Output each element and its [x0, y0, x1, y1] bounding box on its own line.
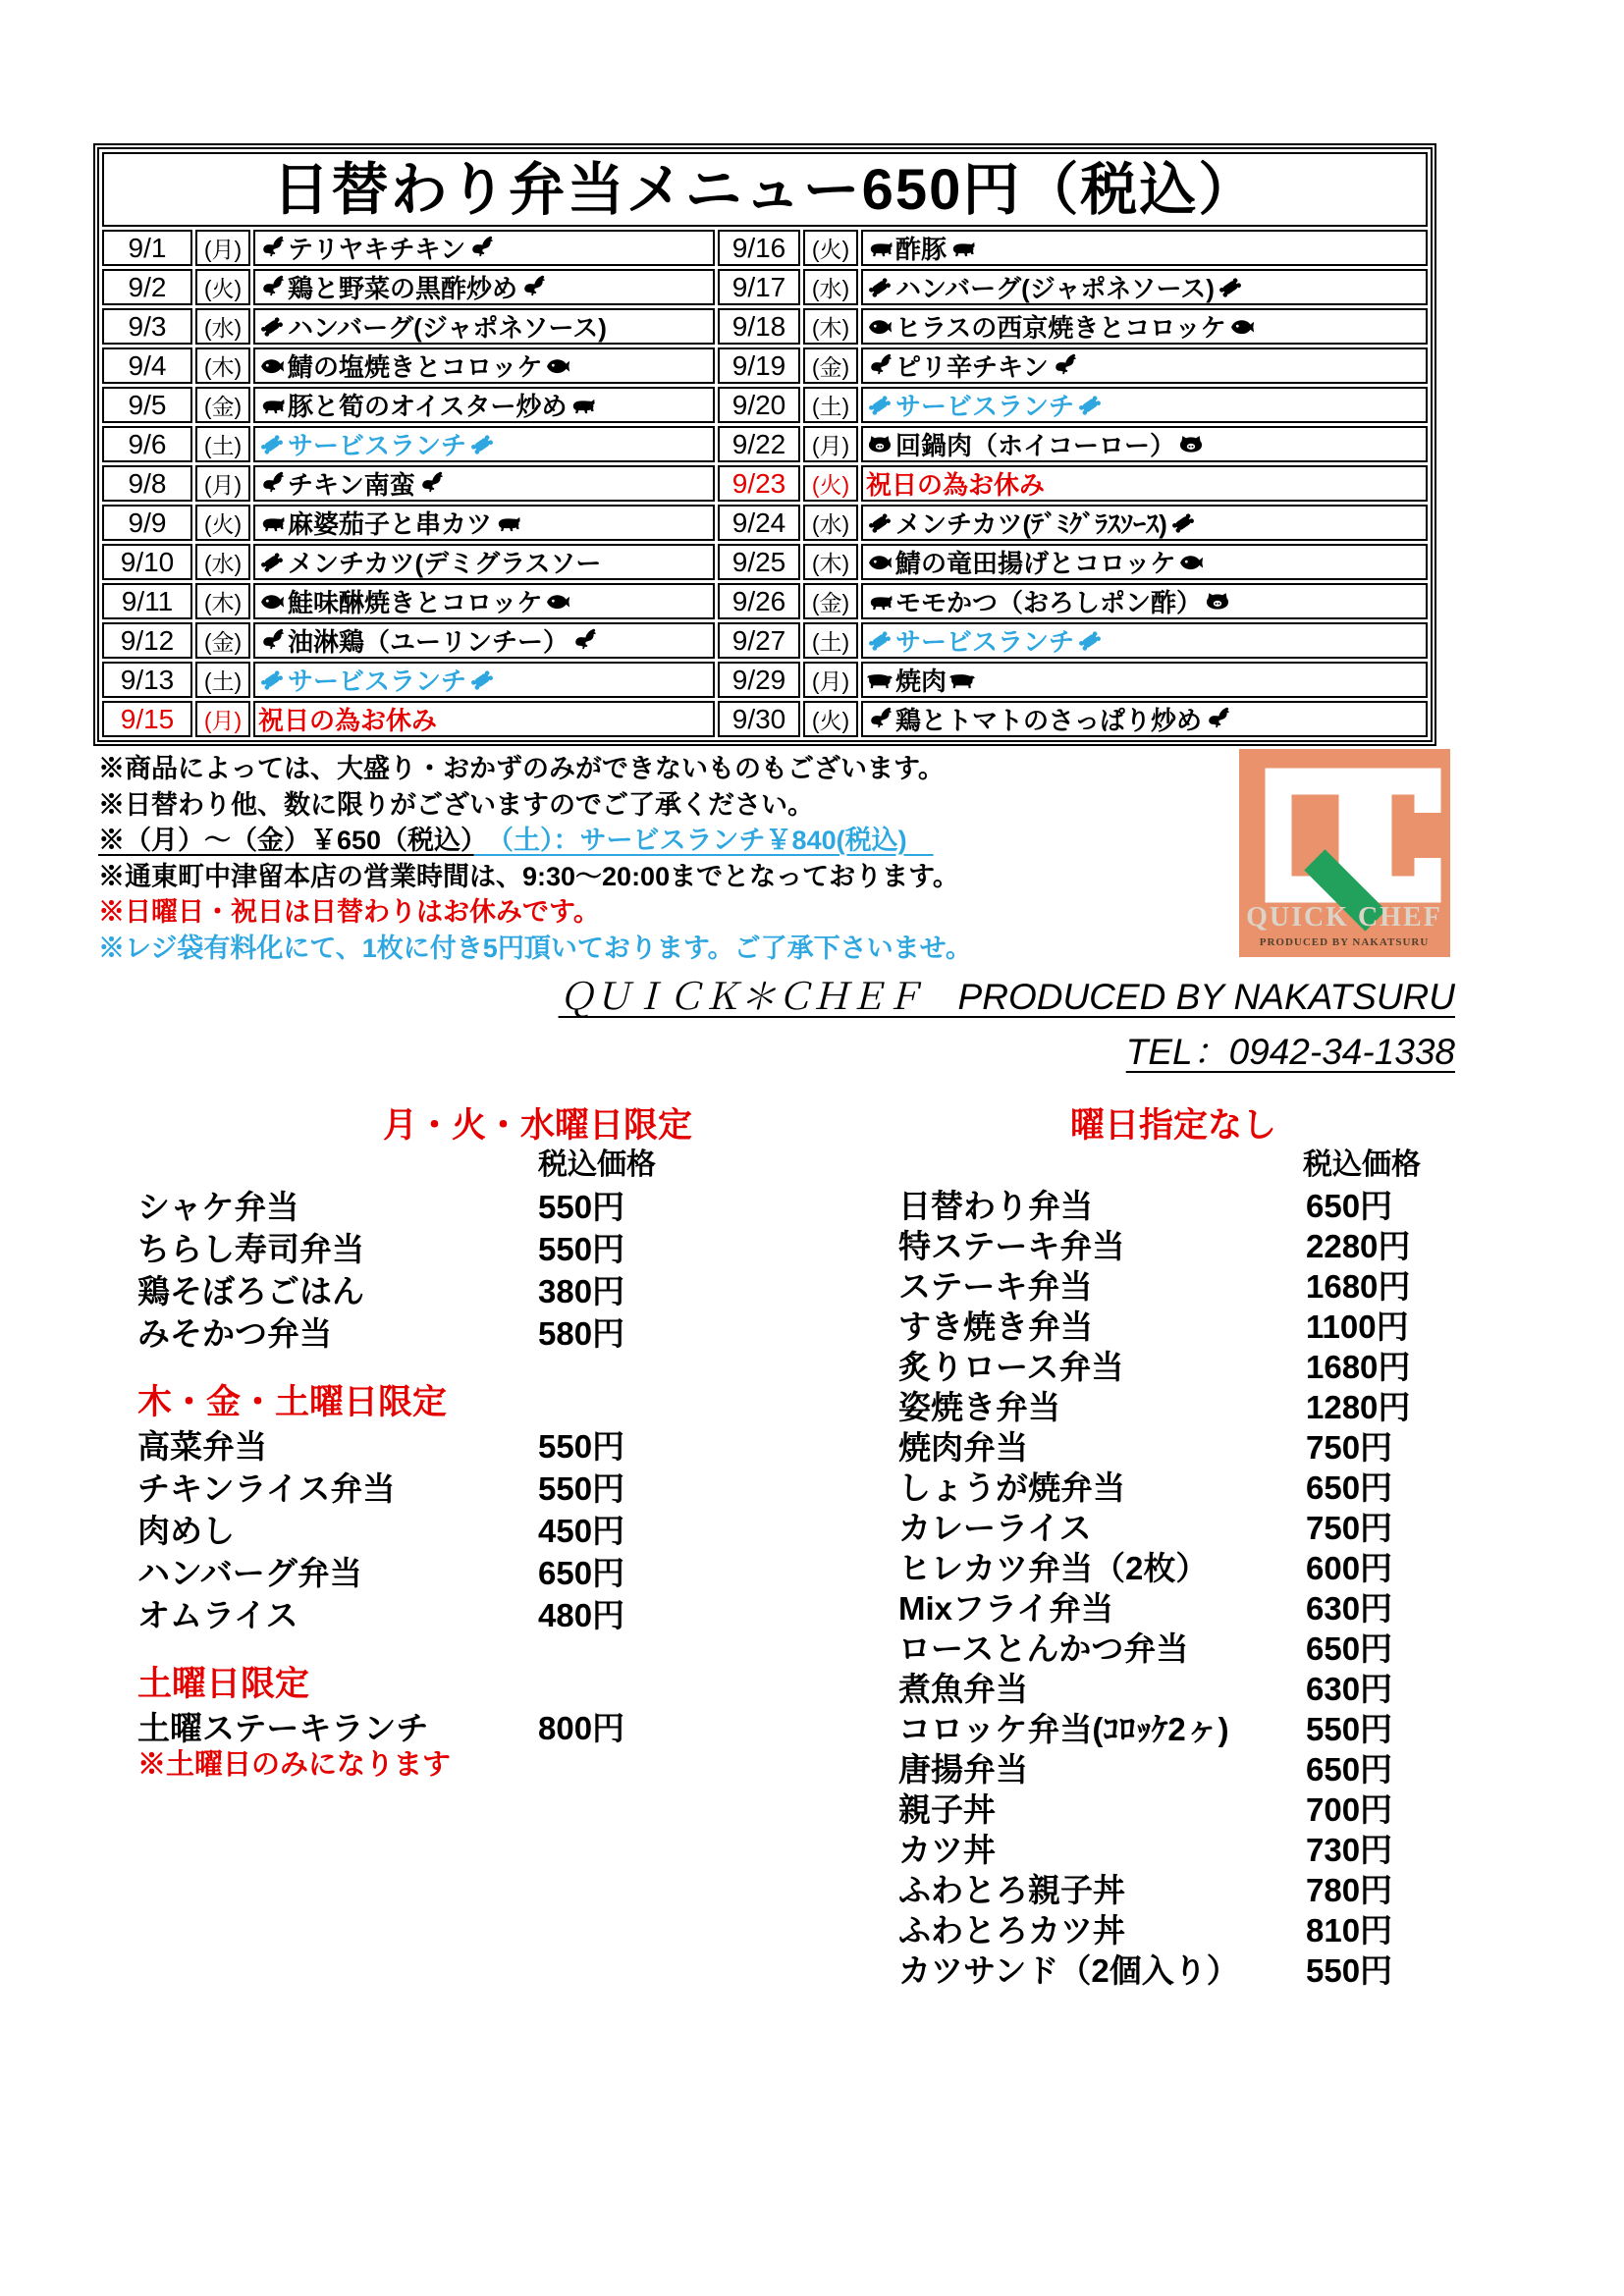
- chicken-icon: [1204, 706, 1231, 733]
- item-price: 2280円: [1306, 1228, 1411, 1264]
- menu-price-row: [898, 1949, 1473, 1989]
- candy-icon: [258, 431, 286, 458]
- calendar-menu-item: [861, 426, 1428, 462]
- calendar-menu-item: [253, 701, 715, 737]
- logo-name-text: QUICK CHEF: [1246, 902, 1442, 933]
- calendar-menu-item: [253, 387, 715, 423]
- calendar-date: 9/11: [102, 583, 192, 619]
- item-price: 630円: [1306, 1590, 1393, 1627]
- fish-icon: [258, 352, 286, 380]
- note-line: [98, 751, 1227, 787]
- item-name: ハンバーグ弁当: [137, 1555, 362, 1591]
- menu-text: 酢豚: [895, 235, 947, 264]
- menu-text: サービスランチ: [895, 392, 1075, 421]
- calendar-date: 9/1: [102, 230, 192, 266]
- chicken-icon: [258, 235, 286, 262]
- menu-price-row: [137, 1592, 687, 1634]
- menu-price-row: [898, 1627, 1473, 1667]
- menu-price-row: [898, 1747, 1473, 1788]
- calendar-menu-item: [253, 465, 715, 502]
- pig-face-icon: [1204, 588, 1231, 615]
- note-line: [98, 823, 1227, 859]
- item-price: 650円: [1306, 1469, 1393, 1506]
- calendar-day: (月): [195, 465, 250, 502]
- menu-price-row: [137, 1226, 687, 1268]
- menu-text: テリヤキチキン: [288, 235, 466, 264]
- menu-price-row: [898, 1184, 1473, 1224]
- menu-price-row: [898, 1586, 1473, 1627]
- price-column-header: 税込価格: [1303, 1148, 1421, 1181]
- fish-icon: [1177, 549, 1205, 576]
- candy-icon: [1076, 392, 1104, 419]
- item-name: 高菜弁当: [137, 1428, 267, 1465]
- item-price: 550円: [538, 1231, 625, 1267]
- calendar-day: (火): [803, 465, 858, 502]
- calendar-date: 9/18: [718, 308, 800, 345]
- calendar-date: 9/9: [102, 505, 192, 541]
- item-name: みそかつ弁当: [137, 1315, 332, 1352]
- menu-text: 鯖の塩焼きとコロッケ: [288, 352, 543, 382]
- menu-text: ハンバーグ(ジャポネソース): [288, 313, 607, 343]
- menu-text: ハンバーグ(ジャポネソース): [895, 274, 1215, 303]
- item-price: 550円: [1306, 1952, 1393, 1989]
- item-name: 土曜ステーキランチ: [137, 1710, 429, 1746]
- menu-section-title: 曜日指定なし: [1070, 1106, 1277, 1145]
- calendar-menu-item: [861, 387, 1428, 423]
- item-price: 800円: [538, 1710, 625, 1746]
- calendar-menu-item: [861, 544, 1428, 580]
- calendar-menu-item: [861, 269, 1428, 305]
- item-price: 1100円: [1306, 1308, 1409, 1345]
- pig-icon: [866, 588, 893, 615]
- menu-price-row: [137, 1508, 687, 1550]
- item-price: 650円: [538, 1555, 625, 1591]
- calendar-day: (火): [803, 701, 858, 737]
- candy-icon: [258, 667, 286, 694]
- menu-section-title: 月・火・水曜日限定: [383, 1106, 693, 1145]
- calendar-day: (月): [803, 426, 858, 462]
- item-price: 480円: [538, 1597, 625, 1633]
- item-price: 580円: [538, 1315, 625, 1352]
- menu-text: 鶏と野菜の黒酢炒め: [288, 274, 518, 303]
- calendar-date: 9/23: [718, 465, 800, 502]
- item-name: ふわとろ親子丼: [898, 1872, 1125, 1908]
- menu-text: 鶏とトマトのさっぱり炒め: [895, 706, 1203, 735]
- menu-text: 鮭味醂焼きとコロッケ: [288, 588, 543, 617]
- calendar-date: 9/16: [718, 230, 800, 266]
- menu-text: サービスランチ: [288, 431, 467, 460]
- menu-text: メンチカツ(ﾃﾞﾐｸﾞﾗｽｿｰｽ): [895, 509, 1167, 539]
- qc-logo-graphic: [1239, 749, 1450, 957]
- item-name: ステーキ弁当: [898, 1268, 1093, 1305]
- item-name: ロースとんかつ弁当: [898, 1630, 1189, 1667]
- pig-icon: [494, 509, 521, 537]
- item-price: 650円: [1306, 1751, 1393, 1788]
- meat-bone-icon: [1169, 509, 1197, 537]
- page-title: 日替わり弁当メニュー650円（税込）: [102, 152, 1428, 227]
- menu-price-row: [137, 1466, 687, 1508]
- candy-icon: [468, 667, 496, 694]
- brand-block: [559, 976, 1455, 1086]
- menu-price-row: [898, 1908, 1473, 1949]
- calendar-menu-item: [861, 622, 1428, 659]
- menu-price-row: [898, 1425, 1473, 1466]
- pig-icon: [258, 509, 286, 537]
- menu-text: 鯖の竜田揚げとコロッケ: [895, 549, 1176, 578]
- item-name: しょうが焼弁当: [898, 1469, 1125, 1506]
- menu-price-row: [137, 1184, 687, 1226]
- meat-bone-icon: [866, 274, 893, 301]
- menu-price-row: [898, 1788, 1473, 1828]
- item-price: 1680円: [1306, 1268, 1411, 1305]
- item-name: 焼肉弁当: [898, 1429, 1028, 1466]
- note-line: [98, 859, 1227, 895]
- calendar-day: (土): [803, 387, 858, 423]
- calendar-date: 9/26: [718, 583, 800, 619]
- calendar-menu-item: [253, 269, 715, 305]
- item-price: 380円: [538, 1273, 625, 1309]
- item-name: 肉めし: [137, 1513, 235, 1549]
- menu-section: [137, 1382, 687, 1634]
- calendar-day: (土): [195, 662, 250, 698]
- calendar-day: (金): [195, 622, 250, 659]
- pig-icon: [948, 235, 976, 262]
- note-text: ※日曜日・祝日は日替わりはお休みです。: [98, 897, 600, 927]
- note-text: ※商品によっては、大盛り・おかずのみができないものもございます。: [98, 754, 945, 783]
- item-name: すき焼き弁当: [898, 1308, 1093, 1345]
- note-line: [98, 931, 1227, 967]
- menu-text: ヒラスの西京焼きとコロッケ: [895, 313, 1226, 343]
- menu-price-row: [898, 1385, 1473, 1425]
- item-price: 550円: [538, 1428, 625, 1465]
- chicken-icon: [519, 274, 547, 301]
- meat-bone-icon: [258, 549, 286, 576]
- calendar-menu-item: [861, 347, 1428, 384]
- calendar-menu-item: [861, 583, 1428, 619]
- fish-icon: [866, 313, 893, 341]
- price-column-header: 税込価格: [538, 1148, 656, 1181]
- calendar-menu-item: [861, 230, 1428, 266]
- item-price: 750円: [1306, 1510, 1393, 1546]
- weekday-limited-menus: [137, 1105, 693, 1812]
- item-name: オムライス: [137, 1597, 298, 1633]
- item-name: 姿焼き弁当: [898, 1389, 1060, 1425]
- calendar-day: (木): [195, 583, 250, 619]
- item-price: 630円: [1306, 1671, 1393, 1707]
- item-name: チキンライス弁当: [137, 1470, 396, 1507]
- menu-text: 焼肉: [895, 667, 947, 696]
- phone-number: TEL：0942-34-1338: [1125, 1032, 1455, 1072]
- item-name: カレーライス: [898, 1510, 1092, 1546]
- calendar-menu-item: [861, 308, 1428, 345]
- note-line: [98, 787, 1227, 824]
- calendar-date: 9/19: [718, 347, 800, 384]
- calendar-day: (木): [195, 347, 250, 384]
- calendar-day: (木): [803, 544, 858, 580]
- calendar-date: 9/6: [102, 426, 192, 462]
- calendar-day: (木): [803, 308, 858, 345]
- pig-face-icon: [1177, 431, 1205, 458]
- candy-icon: [468, 431, 496, 458]
- quick-chef-logo: [1239, 749, 1450, 957]
- menu-price-row: [137, 1268, 687, 1310]
- cow-icon: [948, 667, 976, 694]
- calendar-day: (水): [803, 269, 858, 305]
- calendar-date: 9/5: [102, 387, 192, 423]
- menu-price-row: [137, 1310, 687, 1353]
- note-text: ※（月）～（金）￥650（税込）: [98, 826, 474, 855]
- chicken-icon: [467, 235, 495, 262]
- item-price: 700円: [1306, 1791, 1393, 1828]
- fish-icon: [866, 549, 893, 576]
- calendar-day: (火): [195, 505, 250, 541]
- chicken-icon: [1051, 352, 1078, 380]
- calendar-date: 9/20: [718, 387, 800, 423]
- candy-icon: [866, 392, 893, 419]
- cow-icon: [866, 667, 893, 694]
- item-name: 日替わり弁当: [898, 1188, 1093, 1224]
- item-name: 炙りロース弁当: [898, 1349, 1124, 1385]
- item-name: 鶏そぼろごはん: [137, 1273, 364, 1309]
- item-name: 親子丼: [898, 1791, 996, 1828]
- calendar-day: (金): [803, 347, 858, 384]
- menu-price-row: [898, 1305, 1473, 1345]
- calendar-menu-item: [861, 505, 1428, 541]
- calendar-date: 9/27: [718, 622, 800, 659]
- calendar-inner-frame: [97, 147, 1433, 742]
- fish-icon: [544, 352, 571, 380]
- calendar-day: (月): [195, 230, 250, 266]
- calendar-date: 9/30: [718, 701, 800, 737]
- item-price: 780円: [1306, 1872, 1393, 1908]
- calendar-date: 9/24: [718, 505, 800, 541]
- pig-icon: [258, 392, 286, 419]
- note-text: ※日替わり他、数に限りがございますのでご了承ください。: [98, 789, 814, 820]
- calendar-date: 9/17: [718, 269, 800, 305]
- logo-sub-text: PRODUCED BY NAKATSURU: [1259, 936, 1430, 948]
- calendar-day: (水): [195, 308, 250, 345]
- menu-price-row: [898, 1264, 1473, 1305]
- item-price: 1680円: [1306, 1349, 1411, 1385]
- menu-section-title: 土曜日限定: [137, 1665, 310, 1703]
- calendar-day: (月): [195, 701, 250, 737]
- menu-section: [137, 1105, 693, 1353]
- note-text: ※通東町中津留本店の営業時間は、9:30～20:00までとなっております。: [98, 861, 959, 891]
- menu-price-row: [898, 1667, 1473, 1707]
- calendar-date: 9/3: [102, 308, 192, 345]
- item-name: 特ステーキ弁当: [898, 1228, 1125, 1264]
- menu-price-row: [898, 1224, 1473, 1264]
- menu-price-row: [898, 1345, 1473, 1385]
- menu-text: 油淋鶏（ユーリンチー）: [288, 627, 569, 657]
- item-name: ヒレカツ弁当（2枚）: [898, 1550, 1209, 1586]
- calendar-menu-item: [861, 701, 1428, 737]
- calendar-day: (水): [803, 505, 858, 541]
- menu-text: 麻婆茄子と串カツ: [288, 509, 493, 539]
- calendar-menu-item: [253, 230, 715, 266]
- item-price: 450円: [538, 1513, 625, 1549]
- item-name: ふわとろカツ丼: [898, 1912, 1125, 1949]
- calendar-grid: [102, 230, 1428, 737]
- item-name: 煮魚弁当: [898, 1671, 1028, 1707]
- calendar-menu-item: [253, 662, 715, 698]
- item-price: 600円: [1306, 1550, 1393, 1586]
- calendar-date: 9/2: [102, 269, 192, 305]
- item-name: シャケ弁当: [137, 1189, 299, 1225]
- chicken-icon: [866, 352, 893, 380]
- item-name: Mixフライ弁当: [898, 1590, 1114, 1627]
- meat-bone-icon: [258, 313, 286, 341]
- calendar-menu-item: [253, 347, 715, 384]
- menu-price-row: [898, 1506, 1473, 1546]
- calendar-day: (金): [195, 387, 250, 423]
- calendar-day: (水): [195, 544, 250, 580]
- calendar-date: 9/29: [718, 662, 800, 698]
- chicken-icon: [258, 627, 286, 655]
- menu-text: チキン南蛮: [288, 470, 415, 500]
- chicken-icon: [417, 470, 445, 498]
- menu-text: サービスランチ: [895, 627, 1075, 657]
- item-name: 唐揚弁当: [898, 1751, 1028, 1788]
- menu-price-row: [137, 1705, 687, 1747]
- item-price: 1280円: [1306, 1389, 1411, 1425]
- menu-text: メンチカツ(デミグラスソー: [288, 549, 602, 578]
- calendar-day: (火): [195, 269, 250, 305]
- calendar-date: 9/10: [102, 544, 192, 580]
- note-text: （土）：サービスランチ￥840(税込): [473, 826, 934, 855]
- item-price: 810円: [1306, 1912, 1393, 1949]
- note-text: ※レジ袋有料化にて、1枚に付き5円頂いております。ご了承下さいませ。: [98, 933, 972, 963]
- menu-text: 回鍋肉（ホイコーロー）: [895, 431, 1175, 460]
- item-name: カツサンド（2個入り）: [898, 1952, 1239, 1989]
- calendar-date: 9/25: [718, 544, 800, 580]
- menu-price-row: [898, 1868, 1473, 1908]
- calendar-date: 9/4: [102, 347, 192, 384]
- menu-text: 祝日の為お休み: [866, 470, 1046, 500]
- calendar-menu-item: [253, 544, 715, 580]
- menu-text: 豚と筍のオイスター炒め: [288, 392, 568, 421]
- menu-footnote: ※土曜日のみになります: [137, 1749, 452, 1781]
- chicken-icon: [258, 274, 286, 301]
- pig-icon: [568, 392, 596, 419]
- calendar-day: (月): [803, 662, 858, 698]
- calendar-menu-item: [861, 662, 1428, 698]
- calendar-date: 9/8: [102, 465, 192, 502]
- menu-price-row: [898, 1546, 1473, 1586]
- item-price: 750円: [1306, 1429, 1393, 1466]
- chicken-icon: [570, 627, 598, 655]
- calendar-day: (土): [803, 622, 858, 659]
- calendar-menu-item: [253, 622, 715, 659]
- fish-icon: [544, 588, 571, 615]
- item-price: 730円: [1306, 1832, 1393, 1868]
- menu-price-row: [137, 1550, 687, 1592]
- calendar-date: 9/12: [102, 622, 192, 659]
- menu-text: 祝日の為お休み: [258, 706, 438, 735]
- calendar-day: (火): [803, 230, 858, 266]
- note-line: [98, 894, 1227, 931]
- daily-bento-calendar: [93, 143, 1436, 746]
- meat-bone-icon: [866, 509, 893, 537]
- item-price: 550円: [538, 1470, 625, 1507]
- item-price: 650円: [1306, 1630, 1393, 1667]
- candy-icon: [1076, 627, 1104, 655]
- menu-price-row: [898, 1466, 1473, 1506]
- calendar-date: 9/15: [102, 701, 192, 737]
- menu-text: サービスランチ: [288, 667, 467, 696]
- brand-line: ＱＵＩＣＫ＊ＣＨＥＦ PRODUCED BY NAKATSURU: [558, 977, 1455, 1017]
- menu-text: モモかつ（おろしポン酢）: [895, 588, 1203, 617]
- menu-price-row: [137, 1423, 687, 1466]
- chicken-icon: [866, 706, 893, 733]
- menu-section: [137, 1664, 687, 1783]
- menu-price-row: [898, 1707, 1473, 1747]
- item-price: 550円: [538, 1189, 625, 1225]
- fish-icon: [1228, 313, 1256, 341]
- item-name: コロッケ弁当(ｺﾛｯｹ2ヶ): [898, 1711, 1229, 1747]
- calendar-menu-item: [861, 465, 1428, 502]
- anyday-menu: [898, 1105, 1473, 1989]
- menu-section-title: 木・金・土曜日限定: [137, 1383, 448, 1421]
- calendar-menu-item: [253, 583, 715, 619]
- pig-face-icon: [866, 431, 893, 458]
- chicken-icon: [258, 470, 286, 498]
- item-price: 650円: [1306, 1188, 1393, 1224]
- menu-text: ピリ辛チキン: [895, 352, 1049, 382]
- item-name: ちらし寿司弁当: [137, 1231, 364, 1267]
- calendar-date: 9/22: [718, 426, 800, 462]
- calendar-day: (土): [195, 426, 250, 462]
- fish-icon: [258, 588, 286, 615]
- calendar-day: (金): [803, 583, 858, 619]
- calendar-menu-item: [253, 505, 715, 541]
- calendar-date: 9/13: [102, 662, 192, 698]
- menu-price-row: [898, 1828, 1473, 1868]
- calendar-menu-item: [253, 308, 715, 345]
- notes: [98, 751, 1227, 966]
- item-price: 550円: [1306, 1711, 1393, 1747]
- candy-icon: [866, 627, 893, 655]
- pig-icon: [866, 235, 893, 262]
- meat-bone-icon: [1217, 274, 1244, 301]
- item-name: カツ丼: [898, 1832, 996, 1868]
- calendar-menu-item: [253, 426, 715, 462]
